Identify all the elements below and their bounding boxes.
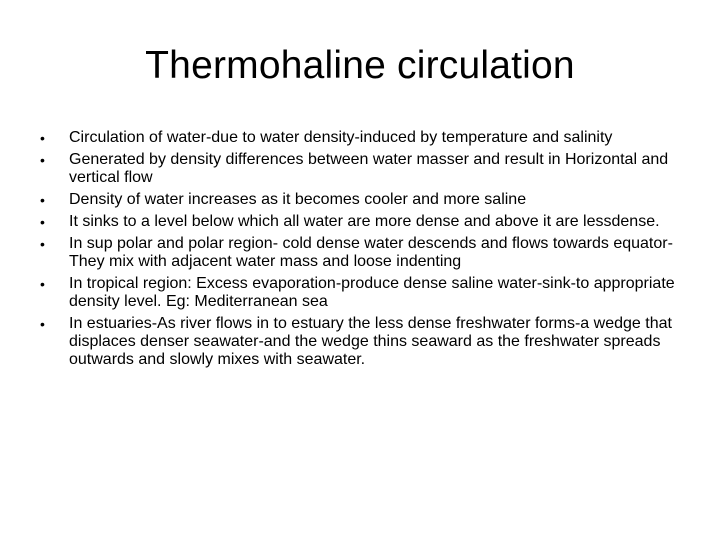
slide-title: Thermohaline circulation [145,44,575,87]
bullet-dot-icon: • [40,276,45,292]
bullet-dot-icon: • [40,152,45,168]
bullet-text: In tropical region: Excess evaporation-produce dense saline water-sink-to appropriate density level. Eg: Mediterranean sea [69,275,675,310]
bullet-text: In estuaries-As river flows in to estuary the less dense freshwater forms-a wedge that displaces denser seawater-and the wedge thins seaward as the freshwater spreads outwards and slowly mixes with seawater. [69,315,672,368]
bullet-item-4 [36,213,708,231]
bullet-dot-icon: • [40,236,45,252]
bullet-item-1 [36,129,708,147]
bullet-item-7 [36,315,708,369]
bullet-item-2 [36,151,708,187]
bullet-item-3 [36,191,708,209]
bullet-dot-icon: • [40,130,45,146]
bullet-text: Circulation of water-due to water density-induced by temperature and salinity [69,129,613,146]
bullet-text: It sinks to a level below which all water are more dense and above it are lessdense. [69,213,660,230]
bullet-text: In sup polar and polar region- cold dense water descends and flows towards equator-They mix with adjacent water mass and loose indenting [69,235,673,270]
bullet-dot-icon: • [40,214,45,230]
bullet-item-5 [36,235,708,271]
bullet-dot-icon: • [40,316,45,332]
bullet-list [36,129,708,373]
bullet-text: Density of water increases as it becomes cooler and more saline [69,191,527,208]
bullet-text: Generated by density differences between water masser and result in Horizontal and vertical flow [69,151,669,186]
bullet-item-6 [36,275,708,311]
bullet-dot-icon: • [40,192,45,208]
